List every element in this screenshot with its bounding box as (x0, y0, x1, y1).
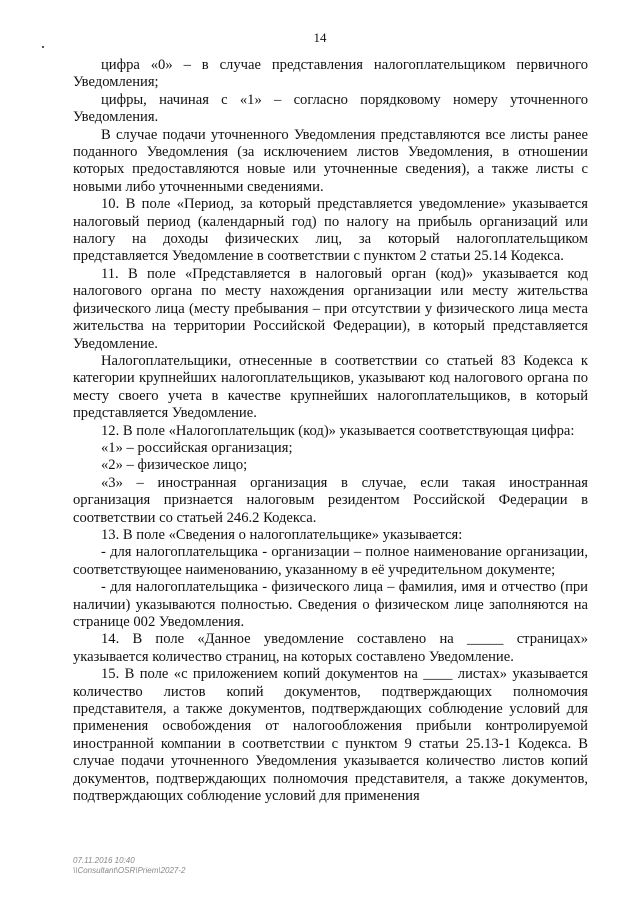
page-number: 14 (313, 30, 327, 45)
scan-speck (42, 46, 44, 48)
paragraph: 15. В поле «с приложением копий документов на ____ листах» указывается количество листов копий документов, подтверждающих полномочия представителя, а также документов, подтверждающих соблюдение условий для применения освобождения от налогообложения прибыли контролируемой иностранной компании в соответствии с пунктом 9 статьи 25.13-1 Кодекса. В случае подачи уточненного Уведомления указывается количество листов копий документов, подтверждающих полномочия представителя, а также документов, подтверждающих соблюдение условий для применения (73, 666, 588, 805)
footer-stamp (73, 856, 186, 876)
document-body (73, 57, 588, 805)
paragraph: Налогоплательщики, отнесенные в соответствии со статьей 83 Кодекса к категории крупнейших налогоплательщиков, указывают код налогового органа по месту своего учета в качестве крупнейших налогоплательщиков, в который представляется Уведомление. (73, 352, 588, 422)
paragraph: 12. В поле «Налогоплательщик (код)» указывается соответствующая цифра: (101, 422, 575, 439)
list-item: «2» – физическое лицо; (101, 457, 248, 474)
footer-timestamp: 07.11.2016 10:40 (73, 856, 135, 865)
list-item: - для налогоплательщика - организации – полное наименование организации, соответствующее наименованию, указанному в её учредительном документе; (73, 544, 588, 578)
paragraph: В случае подачи уточненного Уведомления представляются все листы ранее поданного Уведомления (за исключением листов Уведомления, в отношении которых предоставляются новые или уточненные сведения), а также листы с новыми либо уточненными сведениями. (73, 126, 588, 195)
paragraph: 14. В поле «Данное уведомление составлено на _____ страницах» указывается количество страниц, на которых составлено Уведомление. (73, 631, 588, 665)
paragraph: цифры, начиная с «1» – согласно порядковому номеру уточненного Уведомления. (73, 91, 588, 126)
footer-filepath: \\Consultant\OSR\Priem\2027-2 (73, 866, 186, 875)
paragraph: 10. В поле «Период, за который представляется уведомление» указывается налоговый период (календарный год) по налогу на прибыль организаций или налогу на доходы физических лиц, за который налогоплательщиком представляется Уведомление в соответствии с пунктом 2 статьи 25.14 Кодекса. (73, 196, 588, 265)
list-item: «3» – иностранная организация в случае, если такая иностранная организация признается налоговым резидентом Российской Федерации в соответствии со статьей 246.2 Кодекса. (73, 474, 588, 526)
list-item: «1» – российская организация; (101, 439, 293, 456)
paragraph: цифра «0» – в случае представления налогоплательщиком первичного Уведомления; (73, 57, 588, 91)
paragraph: 13. В поле «Сведения о налогоплательщике» указывается: (101, 526, 463, 543)
list-item: - для налогоплательщика - физического лица – фамилия, имя и отчество (при наличии) указываются полностью. Сведения о физическом лице заполняются на странице 002 Уведомления. (73, 579, 588, 630)
paragraph: 11. В поле «Представляется в налоговый орган (код)» указывается код налогового органа по месту нахождения организации или месту жительства физического лица (месту пребывания – при отсутствии у физического лица места жительства на территории Российской Федерации), в который представляется Уведомление. (73, 265, 588, 352)
